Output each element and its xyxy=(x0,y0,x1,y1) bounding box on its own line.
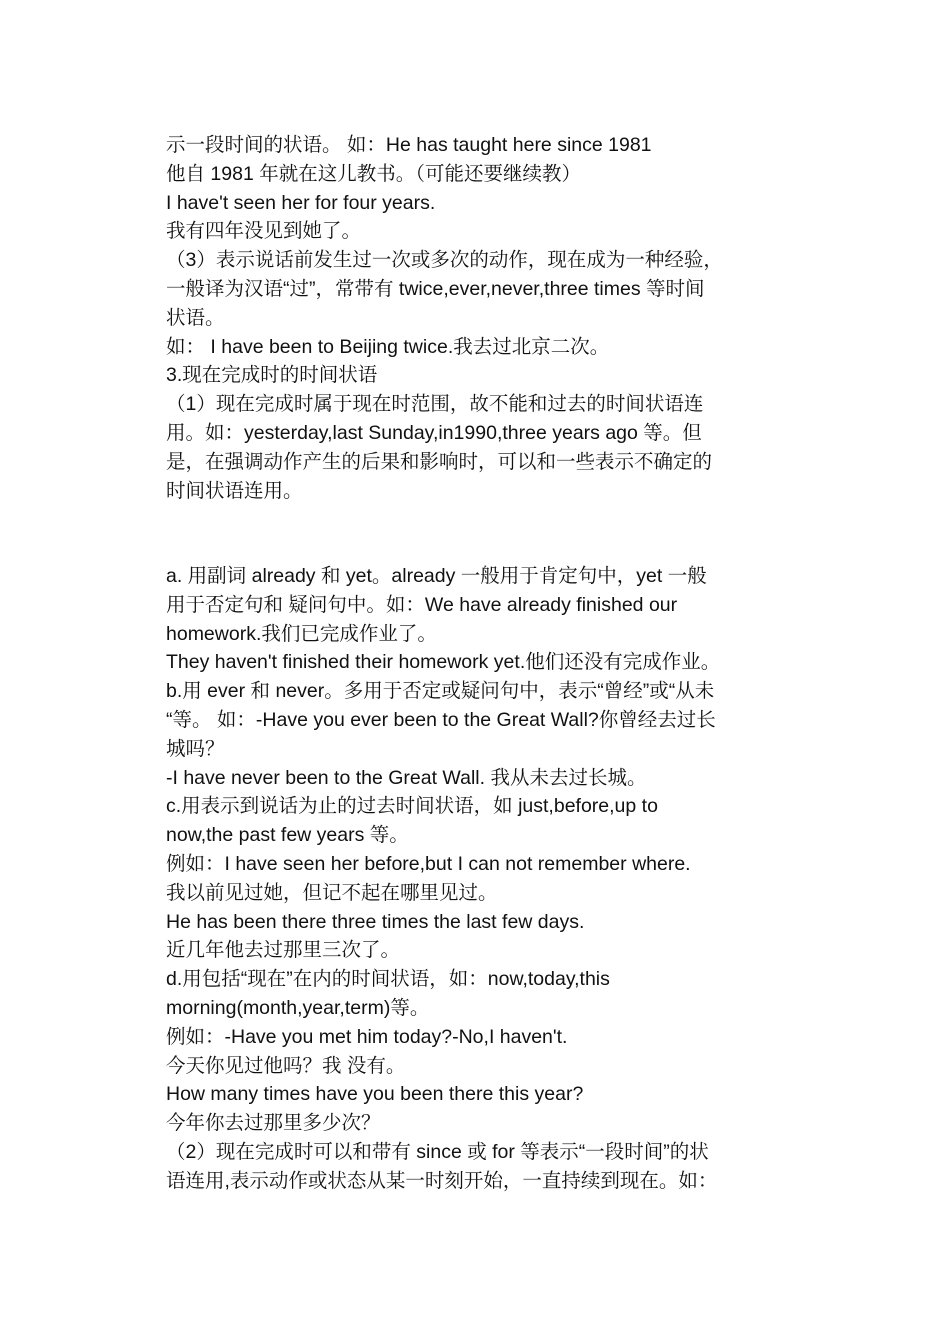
text-line: 今天你见过他吗？我 没有。 xyxy=(166,1054,406,1077)
text-line: morning(month,year,term)等。 xyxy=(166,996,430,1019)
text-line: a. 用副词 already 和 yet。already 一般用于肯定句中，yet 一般 xyxy=(166,565,707,587)
text-section-2 xyxy=(166,562,796,1196)
text-line: 今年你去过那里多少次？ xyxy=(166,1112,381,1135)
text-line: （1）现在完成时属于现在时范围，故不能和过去的时间状语连 xyxy=(166,393,704,416)
text-line: 他自 1981 年就在这儿教书。（可能还要继续教） xyxy=(166,162,581,185)
text-line: 是，在强调动作产生的后果和影响时，可以和一些表示不确定的 xyxy=(166,450,713,473)
text-line: 我以前见过她，但记不起在哪里见过。 xyxy=(166,881,498,904)
text-line: 我有四年没见到她了。 xyxy=(166,220,362,243)
text-line: d.用包括“现在”在内的时间状语，如：now,today,this xyxy=(166,968,610,991)
text-line: He has been there three times the last few days. xyxy=(166,910,585,933)
text-line: 例如：-Have you met him today?-No,I haven't. xyxy=(166,1025,568,1048)
text-line: “等。 如：-Have you ever been to the Great Wall?你曾经去过长 xyxy=(166,708,716,731)
text-line: （2）现在完成时可以和带有 since 或 for 等表示“一段时间”的状 xyxy=(166,1140,709,1163)
text-line: now,the past few years 等。 xyxy=(166,824,409,847)
text-line: I have't seen her for four years. xyxy=(166,191,436,214)
text-line: （3）表示说话前发生过一次或多次的动作，现在成为一种经验， xyxy=(166,249,723,272)
text-line: 如： I have been to Beijing twice.我去过北京二次。 xyxy=(166,335,610,358)
text-line: 城吗？ xyxy=(166,737,225,760)
text-line: c.用表示到说话为止的过去时间状语，如 just,before,up to xyxy=(166,795,658,818)
text-line: They haven't finished their homework yet.他们还没有完成作业。 xyxy=(166,651,721,674)
text-line: 3.现在完成时的时间状语 xyxy=(166,364,378,387)
text-section-1 xyxy=(166,131,796,505)
text-line: 一般译为汉语“过”，常带有 twice,ever,never,three times 等时间 xyxy=(166,277,705,300)
text-line: How many times have you been there this year? xyxy=(166,1083,584,1106)
text-line: 语连用,表示动作或状态从某一时刻开始，一直持续到现在。如： xyxy=(166,1169,718,1192)
text-line: 用于否定句和 疑问句中。如：We have already finished our xyxy=(166,593,678,616)
text-line: 例如：I have seen her before,but I can not remember where. xyxy=(166,852,691,875)
text-line: 示一段时间的状语。 如：He has taught here since 1981 xyxy=(166,134,652,156)
text-line: 时间状语连用。 xyxy=(166,479,303,502)
text-line: 近几年他去过那里三次了。 xyxy=(166,939,401,962)
text-line: -I have never been to the Great Wall. 我从未去过长城。 xyxy=(166,766,647,789)
text-line: homework.我们已完成作业了。 xyxy=(166,622,437,645)
text-line: b.用 ever 和 never。多用于否定或疑问句中，表示“曾经”或“从未 xyxy=(166,680,715,703)
text-line: 状语。 xyxy=(166,306,225,329)
text-line: 用。如：yesterday,last Sunday,in1990,three years ago 等。但 xyxy=(166,421,702,444)
